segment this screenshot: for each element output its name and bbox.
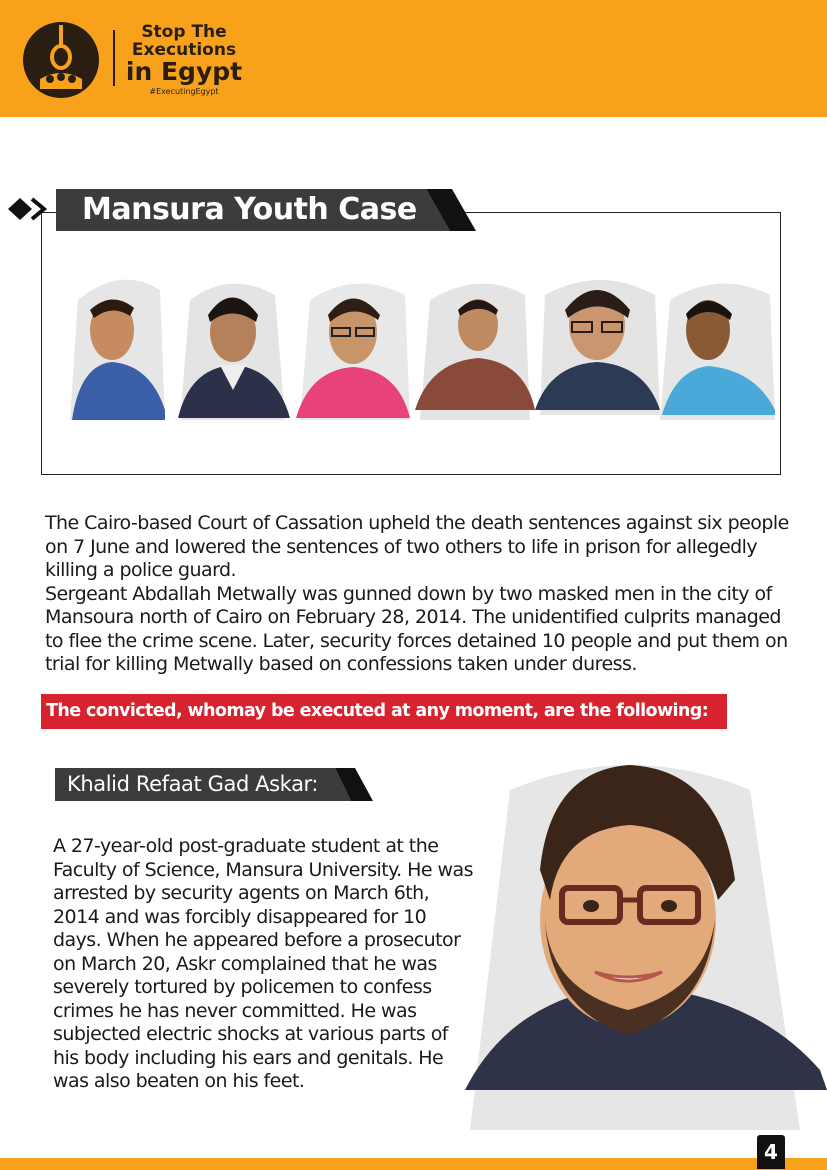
convicted-banner [41, 694, 727, 729]
brand-line-3: in Egypt [125, 57, 243, 86]
case-title: Mansura Youth Case [82, 192, 417, 227]
defendants-portraits [60, 270, 780, 440]
person-bio: A 27-year-old post-graduate student at the Faculty of Science, Mansura University. He was arrested by security agents on March 6th, 2014 and was forcibly disappeared for 10 days. When he appeared before a prosecutor on March 20, Askr complained that he was severely tortured by policemen to confess crimes he has never committed. He was subjected electric shocks at various parts of his body including his ears and genitals. He was also beaten on his feet. [53, 835, 473, 1092]
diamond-arrow-icon [6, 194, 50, 224]
page-number: 4 [757, 1135, 785, 1169]
portrait-1 [70, 280, 165, 420]
portrait-6 [660, 284, 775, 420]
footer-bar [0, 1158, 827, 1170]
logo-divider [113, 30, 115, 86]
portrait-2 [178, 284, 290, 420]
noose-logo-icon [18, 17, 104, 99]
person-name: Khalid Refaat Gad Askar: [67, 772, 319, 796]
brand-line-1: Stop The [141, 22, 227, 42]
convicted-banner-text: The convicted, whomay be executed at any moment, are the following: [46, 701, 709, 721]
intro-paragraph-1: The Cairo-based Court of Cassation upheld the death sentences against six people on 7 June and lowered the sentences of two others to life in prison for allegedly killing a police guard. [45, 512, 789, 581]
brand-line-2: Executions [131, 40, 237, 60]
portrait-3 [296, 284, 410, 420]
intro-paragraph-2: Sergeant Abdallah Metwally was gunned down by two masked men in the city of Mansoura north of Cairo on February 28, 2014. The unidentified culprits managed to flee the crime scene. Later, security forces detained 10 people and put them on trial for killing Metwally based on confessions taken under duress. [45, 582, 788, 675]
portrait-5 [535, 280, 660, 415]
portrait-4 [415, 284, 535, 420]
brand-wordmark [124, 24, 244, 96]
header-bar [0, 0, 827, 117]
intro-text [45, 512, 800, 677]
brand-hashtag: #ExecutingEgypt [149, 87, 219, 96]
person-portrait [450, 750, 827, 1140]
